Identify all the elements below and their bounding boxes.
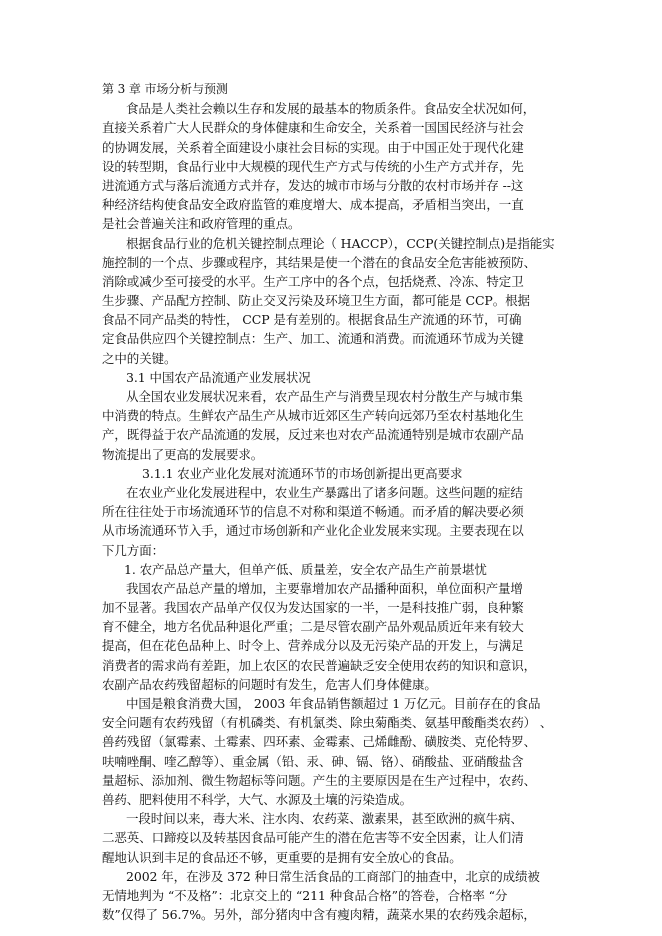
- paragraph-line: 进流通方式与落后流通方式并存，发达的城市市场与分散的农村市场并存 --这: [102, 177, 524, 193]
- paragraph-line: 所在往往处于市场流通环节的信息不对称和渠道不畅通。而矛盾的解决要必须: [102, 504, 524, 520]
- paragraph-line: 设的转型期，食品行业中大规模的现代生产方式与传统的小生产方式并存，先: [102, 158, 524, 174]
- paragraph-line: 是社会普遍关注和政府管理的重点。: [102, 216, 301, 232]
- paragraph-line: 种经济结构使食品安全政府监管的难度增大、成本提高，矛盾相当突出，一直: [102, 197, 524, 213]
- paragraph-line: 定食品供应四个关键控制点：生产、加工、流通和消费。而流通环节成为关键: [102, 331, 524, 347]
- paragraph-line: 根据食品行业的危机关键控制点理论（ HACCP），CCP(关键控制点)是指能实: [126, 235, 555, 251]
- paragraph-line: 量超标、添加剂、微生物超标等问题。产生的主要原因是在生产过程中，农药、: [102, 772, 537, 788]
- document-page: [102, 80, 564, 924]
- paragraph-line: 育不健全，地方名优品种退化严重；二是尽管农副产品外观品质近年来有较大: [102, 619, 524, 635]
- paragraph-line: 物流提出了更高的发展要求。: [102, 446, 264, 462]
- paragraph-line: 呋喃唑酮、喹乙醇等）、重金属（铅、汞、砷、镉、铬）、硝酸盐、亚硝酸盐含: [102, 753, 524, 769]
- paragraph-line: 施控制的一个点、步骤或程序，其结果是使一个潜在的食品安全危害能被预防、: [102, 254, 537, 270]
- paragraph-line: 产，既得益于农产品流通的发展，反过来也对农产品流通特别是城市农副产品: [102, 427, 524, 443]
- paragraph-line: 下几方面：: [102, 542, 165, 558]
- paragraph-line: 数”仅得了 56.7%。另外，部分猪肉中含有瘦肉精，蔬菜水果的农药残余超标，: [102, 907, 536, 923]
- paragraph-line: 消费者的需求尚有差距，加上农区的农民普遍缺乏安全使用农药的知识和意识，: [102, 657, 537, 673]
- paragraph-line: 的协调发展，关系着全面建设小康社会目标的实现。由于中国正处于现代化建: [102, 139, 524, 155]
- paragraph-line: 一段时间以来，毒大米、注水肉、农药菜、激素果，甚至欧洲的疯牛病、: [126, 811, 523, 827]
- paragraph-line: 消除或减少至可接受的水平。生产工序中的各个点，包括烧煮、冷冻、特定卫: [102, 273, 524, 289]
- chapter-title: 第 3 章 市场分析与预测: [102, 82, 228, 96]
- paragraph-line: 二恶英、口蹄疫以及转基因食品可能产生的潜在危害等不安全因素，让人们清: [102, 830, 524, 846]
- paragraph-line: 从全国农业发展状况来看，农产品生产与消费呈现农村分散生产与城市集: [126, 389, 523, 404]
- paragraph-line: 之中的关键。: [102, 350, 177, 366]
- subsection-heading: 3.1.1 农业产业化发展对流通环节的市场创新提出更高要求: [142, 465, 463, 481]
- paragraph-line: 生步骤、产品配方控制、防止交叉污染及环境卫生方面，都可能是 CCP。根据: [102, 293, 530, 309]
- paragraph-line: 中消费的特点。生鲜农产品生产从城市近郊区生产转向远郊乃至农村基地化生: [102, 408, 524, 424]
- paragraph-line: 2002 年，在涉及 372 种日常生活食品的工商部门的抽查中，北京的成绩被: [126, 868, 540, 884]
- paragraph-line: 加不显著。我国农产品单产仅仅为发达国家的一半，一是科技推广弱，良种繁: [102, 600, 524, 616]
- paragraph-line: 中国是粮食消费大国， 2003 年食品销售额超过 1 万亿元。目前存在的食品: [126, 696, 541, 711]
- paragraph-line: 提高，但在花色品种上、时令上、营养成分以及无污染产品的开发上，与满足: [102, 638, 524, 654]
- paragraph-line: 安全问题有农药残留（有机磷类、有机氯类、除虫菊酯类、氨基甲酸酯类农药） 、: [102, 715, 553, 731]
- paragraph-line: 兽药、肥料使用不科学，大气、水源及土壤的污染造成。: [102, 791, 413, 807]
- paragraph-line: 无情地判为 “不及格”：北京交上的 “211 种食品合格”的答卷，合格率 “分: [102, 887, 508, 903]
- section-heading: 3.1 中国农产品流通产业发展状况: [126, 369, 311, 385]
- paragraph-line: 我国农产品总产量的增加，主要靠增加农产品播种面积，单位面积产量增: [126, 580, 523, 596]
- paragraph-line: 在农业产业化发展进程中，农业生产暴露出了诸多问题。这些问题的症结: [126, 484, 523, 500]
- paragraph-line: 食品不同产品类的特性， CCP 是有差别的。根据食品生产流通的环节，可确: [102, 312, 522, 328]
- paragraph-line: 食品是人类社会赖以生存和发展的最基本的物质条件。食品安全状况如何，: [126, 101, 536, 117]
- paragraph-line: 从市场流通环节入手，通过市场创新和产业化企业发展来实现。主要表现在以: [102, 523, 524, 539]
- paragraph-line: 直接关系着广大人民群众的身体健康和生命安全，关系着一国国民经济与社会: [102, 120, 524, 136]
- paragraph-line: 农副产品农药残留超标的问题时有发生，危害人们身体健康。: [102, 676, 437, 692]
- paragraph-line: 兽药残留（氯霉素、土霉素、四环素、金霉素、己烯雌酚、磺胺类、克伦特罗、: [102, 734, 537, 750]
- list-item-heading: 1. 农产品总产量大，但单产低、质量差，安全农产品生产前景堪忧: [124, 561, 487, 577]
- paragraph-line: 醒地认识到丰足的食品还不够，更重要的是拥有安全放心的食品。: [102, 849, 462, 865]
